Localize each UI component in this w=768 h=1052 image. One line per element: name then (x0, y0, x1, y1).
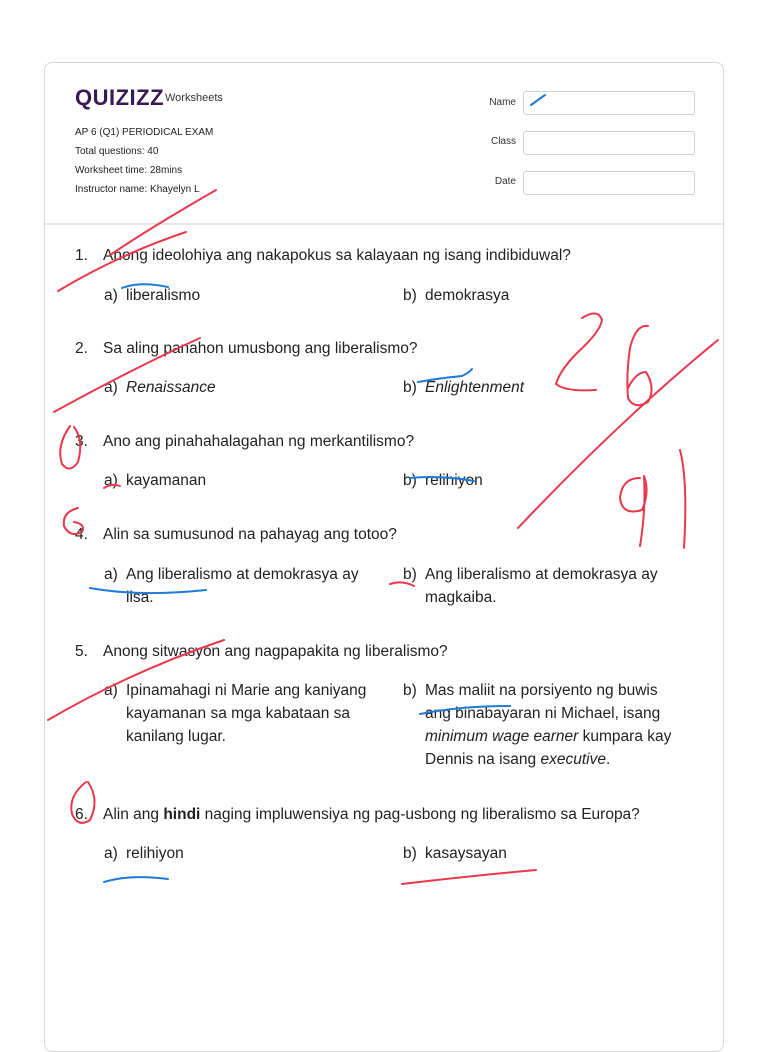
q6-option-b[interactable] (403, 842, 703, 866)
option-text (126, 563, 359, 609)
option-text-line: kayamanan sa mga kabataan sa (126, 705, 351, 722)
q5-option-b[interactable] (403, 679, 703, 773)
question-2 (75, 340, 418, 358)
question-text: Sa aling panahon umusbong ang liberalismo? (103, 340, 418, 357)
question-text-bold: hindi (163, 806, 201, 823)
question-text: Anong ideolohiya ang nakapokus sa kalayaan ng isang indibiduwal? (103, 247, 571, 264)
q3-option-b[interactable] (403, 469, 703, 493)
date-label: Date (494, 176, 516, 187)
date-field[interactable] (523, 171, 695, 195)
q6-option-a[interactable] (104, 842, 384, 866)
option-text: liberalismo (126, 287, 201, 304)
option-letter: a) (104, 845, 118, 862)
option-text-line: Ipinamahagi ni Marie ang kaniyang (126, 682, 367, 699)
option-letter: b) (403, 682, 417, 699)
logo-subtitle: Worksheets (165, 92, 223, 104)
question-number: 4. (75, 526, 88, 543)
option-text-line: Ang liberalismo at demokrasya ay (425, 566, 658, 583)
exam-title: AP 6 (Q1) PERIODICAL EXAM (75, 127, 214, 138)
name-label: Name (489, 97, 516, 108)
option-letter: b) (403, 845, 417, 862)
worksheet-page (44, 62, 724, 1052)
option-text: relihiyon (126, 845, 184, 862)
option-text-line: Ang liberalismo at demokrasya ay (126, 566, 359, 583)
option-text (425, 563, 658, 609)
q2-option-b[interactable] (403, 376, 703, 400)
worksheet-header (45, 63, 723, 225)
option-text: Enlightenment (425, 379, 525, 396)
question-number: 6. (75, 806, 88, 823)
option-text-line: . (605, 751, 611, 768)
quizizz-logo: QUIZIZZ (75, 85, 165, 110)
option-text-line: kumpara kay (578, 728, 672, 745)
option-text: Renaissance (126, 379, 216, 396)
question-number: 2. (75, 340, 88, 357)
class-label: Class (490, 136, 516, 147)
q2-option-a[interactable] (104, 376, 384, 400)
question-text: Alin sa sumusunod na pahayag ang totoo? (103, 526, 397, 543)
option-text-line: kanilang lugar. (126, 728, 226, 745)
question-number: 5. (75, 643, 88, 660)
option-letter: b) (403, 472, 417, 489)
question-number: 3. (75, 433, 88, 450)
question-number: 1. (75, 247, 88, 264)
question-1 (75, 247, 571, 265)
name-field[interactable] (523, 91, 695, 115)
option-letter: a) (104, 682, 118, 699)
option-letter: a) (104, 472, 118, 489)
q4-option-b[interactable] (403, 563, 703, 611)
option-letter: b) (403, 287, 417, 304)
option-letter: a) (104, 379, 118, 396)
option-letter: b) (403, 379, 417, 396)
option-letter: b) (403, 566, 417, 583)
option-text: relihiyon (425, 472, 483, 489)
option-text-line: Dennis na isang (425, 751, 541, 768)
q1-option-a[interactable] (104, 284, 384, 308)
option-text (425, 679, 671, 771)
question-text-after: naging impluwensiya ng pag-usbong ng liberalismo sa Europa? (200, 806, 640, 823)
option-text-line: magkaiba. (425, 589, 497, 606)
option-text: kasaysayan (425, 845, 507, 862)
worksheet-time: Worksheet time: 28mins (75, 165, 183, 176)
option-letter: a) (104, 287, 118, 304)
instructor-name: Instructor name: Khayelyn L (75, 184, 200, 195)
option-text: kayamanan (126, 472, 207, 489)
option-text-italic: minimum wage earner (425, 728, 579, 745)
question-text: Ano ang pinahahalagahan ng merkantilismo? (103, 433, 415, 450)
q3-option-a[interactable] (104, 469, 384, 493)
option-text (126, 679, 366, 748)
option-letter: a) (104, 566, 118, 583)
question-text: Anong sitwasyon ang nagpapakita ng liberalismo? (103, 643, 448, 660)
q1-option-b[interactable] (403, 284, 703, 308)
question-4 (75, 526, 397, 544)
option-text-italic: executive (540, 751, 606, 768)
q5-option-a[interactable] (104, 679, 404, 749)
question-5 (75, 643, 448, 661)
question-6 (75, 806, 640, 824)
question-text-before: Alin ang (103, 806, 164, 823)
total-questions: Total questions: 40 (75, 146, 159, 157)
option-text-line: ang binabayaran ni Michael, isang (425, 705, 661, 722)
option-text-line: Mas maliit na porsiyento ng buwis (425, 682, 658, 699)
option-text-line: iisa. (126, 589, 154, 606)
class-field[interactable] (523, 131, 695, 155)
option-text: demokrasya (425, 287, 510, 304)
question-3 (75, 433, 414, 451)
q4-option-a[interactable] (104, 563, 404, 611)
